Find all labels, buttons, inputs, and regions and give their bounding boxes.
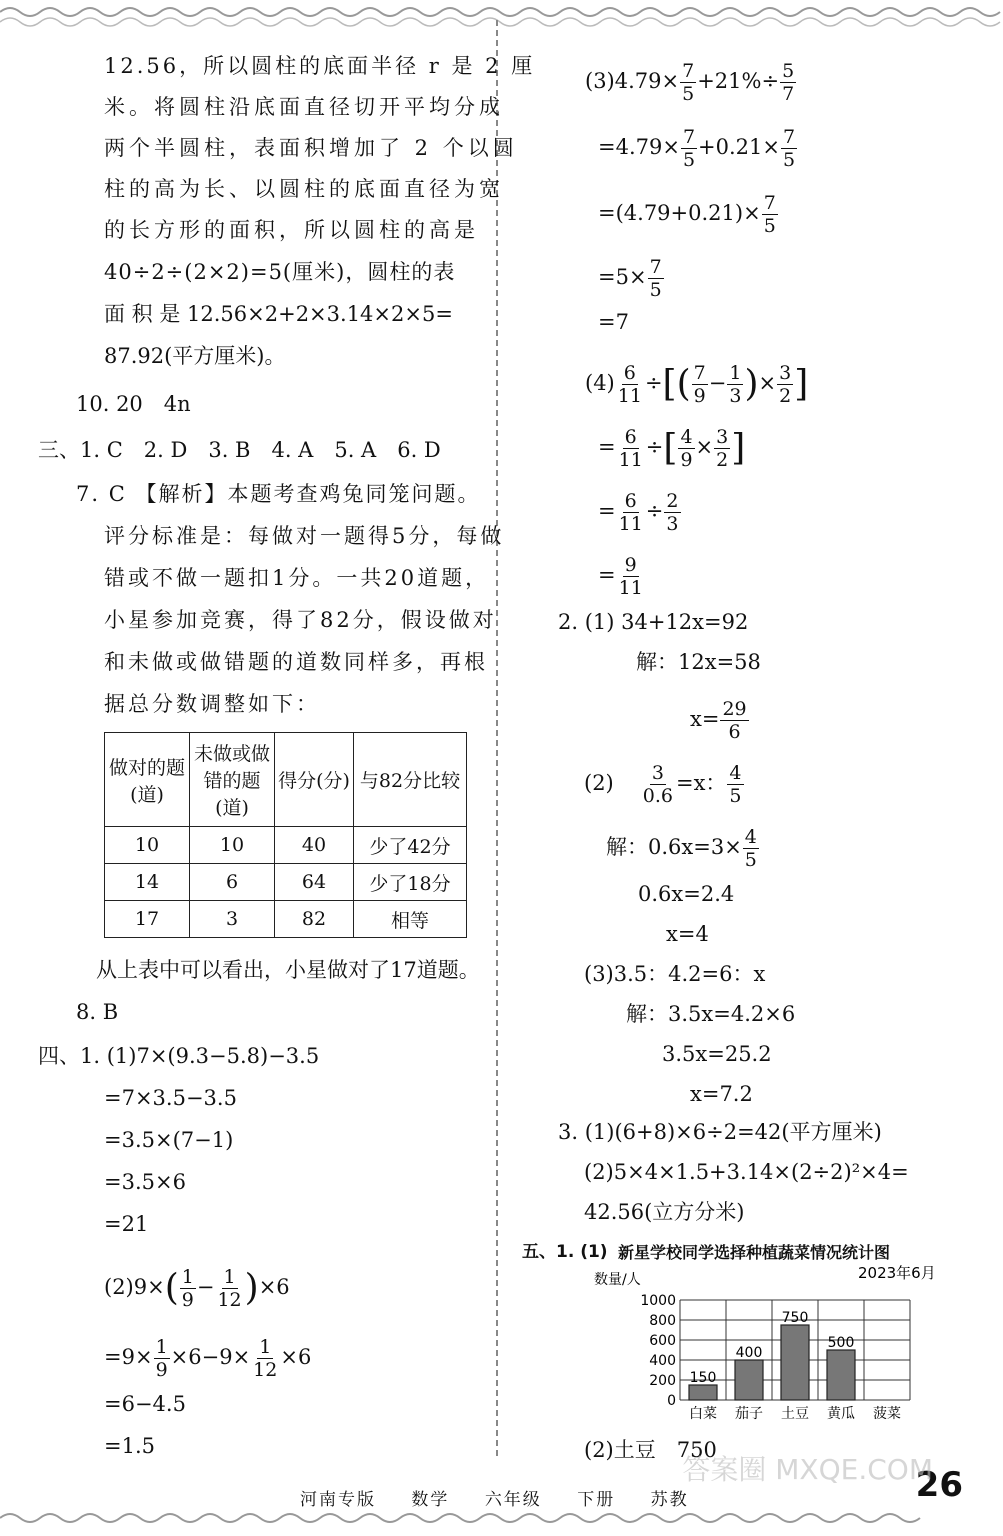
text-line: 面 积 是 12.56×2+2×3.14×2×5= bbox=[104, 302, 453, 326]
y-tick-label: 1000 bbox=[640, 1293, 676, 1309]
x-tick-label: 菠菜 bbox=[873, 1406, 901, 1422]
table-cell: 少了42分 bbox=[354, 827, 467, 864]
calc-line: =7 bbox=[598, 310, 629, 334]
equation-line: x=7.2 bbox=[690, 1082, 753, 1106]
chart-subtitle: 2023年6月 bbox=[858, 1264, 936, 1282]
calc-line: =21 bbox=[104, 1212, 149, 1236]
y-tick-label: 400 bbox=[649, 1353, 676, 1369]
table-row bbox=[105, 864, 467, 901]
text-line: 评分标准是：每做对一题得5分，每做 bbox=[104, 524, 505, 548]
footer bbox=[300, 1485, 717, 1510]
fraction: $\frac{1}{9}$ bbox=[155, 1336, 168, 1381]
equation-line: (3)3.5：4.2=6：x bbox=[584, 962, 766, 986]
text-line: 和未做或做错题的道数同样多，再根 bbox=[104, 650, 488, 674]
table-cell: 14 bbox=[105, 864, 190, 901]
answer-7: 7. C 【解析】本题考查鸡兔同笼问题。 bbox=[76, 482, 481, 506]
calc-line: = $\frac{9}{11}$ bbox=[598, 554, 643, 599]
table-cell: 3 bbox=[190, 901, 275, 938]
x-tick-label: 白菜 bbox=[689, 1406, 717, 1422]
text-line: 12.56，所以圆柱的底面半径 r 是 2 厘 bbox=[104, 54, 536, 78]
text-line: 的长方形的面积，所以圆柱的高是 bbox=[104, 218, 479, 242]
calc-line: =5× $\frac{7}{5}$ bbox=[598, 256, 662, 301]
footer-grade: 六年级 bbox=[484, 1490, 542, 1510]
table-cell: 6 bbox=[190, 864, 275, 901]
x-tick-label: 黄瓜 bbox=[827, 1406, 855, 1422]
table-cell: 少了18分 bbox=[354, 864, 467, 901]
text-line: 错或不做一题扣1分。一共20道题， bbox=[104, 566, 490, 590]
equation-line: 解：0.6x=3× $\frac{4}{5}$ bbox=[606, 826, 757, 871]
bar-chart bbox=[580, 1262, 960, 1426]
equation-line: (2) $\frac{3}{0.6}$ =x： $\frac{4}{5}$ bbox=[584, 762, 742, 807]
table-row bbox=[105, 827, 467, 864]
top-border bbox=[0, 0, 1003, 40]
table-header: 与82分比较 bbox=[354, 733, 467, 827]
equation-line: x=4 bbox=[666, 922, 709, 946]
table-cell: 10 bbox=[190, 827, 275, 864]
bar bbox=[735, 1360, 763, 1400]
conclusion: 从上表中可以看出，小星做对了17道题。 bbox=[96, 958, 480, 982]
column-divider bbox=[496, 20, 498, 1456]
table-cell: 17 bbox=[105, 901, 190, 938]
calc-line: =1.5 bbox=[104, 1434, 155, 1458]
bar-value-label: 500 bbox=[827, 1335, 855, 1351]
bar-value-label: 400 bbox=[735, 1345, 763, 1361]
calc-line: =6−4.5 bbox=[104, 1392, 186, 1416]
chart-title: 新星学校同学选择种植蔬菜情况统计图 bbox=[618, 1243, 891, 1262]
text-line: 87.92(平方厘米)。 bbox=[104, 344, 286, 368]
fraction: $\frac{1}{12}$ bbox=[253, 1336, 278, 1381]
table-cell: 82 bbox=[275, 901, 354, 938]
equation-line: x= $\frac{29}{6}$ bbox=[690, 698, 747, 743]
watermark: 答案圈 MXQE.COM bbox=[682, 1453, 933, 1486]
footer-subject: 数学 bbox=[411, 1490, 450, 1510]
calc-line: =3.5×6 bbox=[104, 1170, 186, 1194]
y-tick-label: 800 bbox=[649, 1313, 676, 1329]
x-tick-label: 土豆 bbox=[781, 1406, 809, 1422]
table-cell: 64 bbox=[275, 864, 354, 901]
text-line: 米。将圆柱沿底面直径切开平均分成 bbox=[104, 95, 504, 119]
text-line: 两个半圆柱，表面积增加了 2 个以圆 bbox=[104, 136, 518, 160]
answer-8: 8. B bbox=[76, 1000, 119, 1024]
equation-line: 3.5x=25.2 bbox=[662, 1042, 772, 1066]
answer-line: (2)5×4×1.5+3.14×(2÷2)²×4= bbox=[584, 1160, 909, 1184]
calc-line: =9× $\frac{1}{9}$ ×6−9× $\frac{1}{12}$ ×6 bbox=[104, 1336, 312, 1381]
footer-edition: 苏教 bbox=[650, 1490, 689, 1510]
chart-ylabel: 数量/人 bbox=[594, 1272, 641, 1288]
table-cell: 40 bbox=[275, 827, 354, 864]
bar bbox=[827, 1350, 855, 1400]
fraction: $\frac{1}{9}$ bbox=[181, 1266, 194, 1311]
table-header: 未做或做错的题(道) bbox=[190, 733, 275, 827]
bar bbox=[781, 1325, 809, 1400]
calc-line: =7×3.5−3.5 bbox=[104, 1086, 237, 1110]
table-header: 得分(分) bbox=[275, 733, 354, 827]
calc-line: = $\frac{6}{11}$ ÷[ $\frac{4}{9}$ × $\frac{3}{2}$ ] bbox=[598, 426, 746, 471]
table-cell: 相等 bbox=[354, 901, 467, 938]
calc-line: (3)4.79× $\frac{7}{5}$ +21%÷ $\frac{5}{7}$ bbox=[585, 60, 795, 105]
table-header: 做对的题(道) bbox=[105, 733, 190, 827]
y-tick-label: 600 bbox=[649, 1333, 676, 1349]
bar-value-label: 750 bbox=[781, 1310, 809, 1326]
equation-line: 0.6x=2.4 bbox=[638, 882, 735, 906]
equation-line: 2. (1) 34+12x=92 bbox=[558, 610, 749, 634]
equation-line: 解：12x=58 bbox=[636, 650, 761, 674]
table-cell: 10 bbox=[105, 827, 190, 864]
calc-line: =4.79× $\frac{7}{5}$ +0.21× $\frac{7}{5}$ bbox=[598, 126, 796, 171]
y-tick-label: 200 bbox=[649, 1373, 676, 1389]
score-table bbox=[104, 732, 467, 938]
calc-line: (2)9×( $\frac{1}{9}$ − $\frac{1}{12}$ )×6 bbox=[104, 1266, 290, 1311]
footer-term: 下册 bbox=[577, 1490, 616, 1510]
text-line: 小星参加竞赛，得了82分，假设做对 bbox=[104, 608, 497, 632]
text-line: 据总分数调整如下： bbox=[104, 692, 320, 716]
y-tick-label: 0 bbox=[667, 1393, 676, 1409]
x-tick-label: 茄子 bbox=[735, 1406, 763, 1422]
calc-line: 四、1. (1)7×(9.3−5.8)−3.5 bbox=[38, 1044, 320, 1068]
text-line: 柱的高为长、以圆柱的底面直径为宽 bbox=[104, 177, 504, 201]
answer-line: (2)土豆 750 bbox=[584, 1438, 717, 1462]
section-3-answers: 三、1. C 2. D 3. B 4. A 5. A 6. D bbox=[38, 438, 441, 462]
calc-line: =(4.79+0.21)× $\frac{7}{5}$ bbox=[598, 192, 776, 237]
bar bbox=[689, 1385, 717, 1400]
calc-line: = $\frac{6}{11}$ ÷ $\frac{2}{3}$ bbox=[598, 490, 679, 535]
table-row bbox=[105, 901, 467, 938]
answer-line: 3. (1)(6+8)×6÷2=42(平方厘米) bbox=[558, 1120, 882, 1144]
answer-10: 10. 20 4n bbox=[76, 392, 191, 416]
calc-line: =3.5×(7−1) bbox=[104, 1128, 234, 1152]
fraction: $\frac{1}{12}$ bbox=[217, 1266, 242, 1311]
calc-line: (4) $\frac{6}{11}$ ÷[( $\frac{7}{9}$ − $\frac{1}{3}$ )× $\frac{3}{2}$ ] bbox=[585, 362, 809, 407]
page-number: 26 bbox=[915, 1465, 963, 1505]
text-line: 40÷2÷(2×2)=5(厘米)，圆柱的表 bbox=[104, 260, 456, 284]
answer-line: 42.56(立方分米) bbox=[584, 1200, 745, 1224]
footer-region: 河南专版 bbox=[300, 1490, 376, 1510]
equation-line: 解：3.5x=4.2×6 bbox=[626, 1002, 796, 1026]
bar-value-label: 150 bbox=[689, 1370, 717, 1386]
section-5-label: 五、1. (1) bbox=[522, 1242, 608, 1262]
